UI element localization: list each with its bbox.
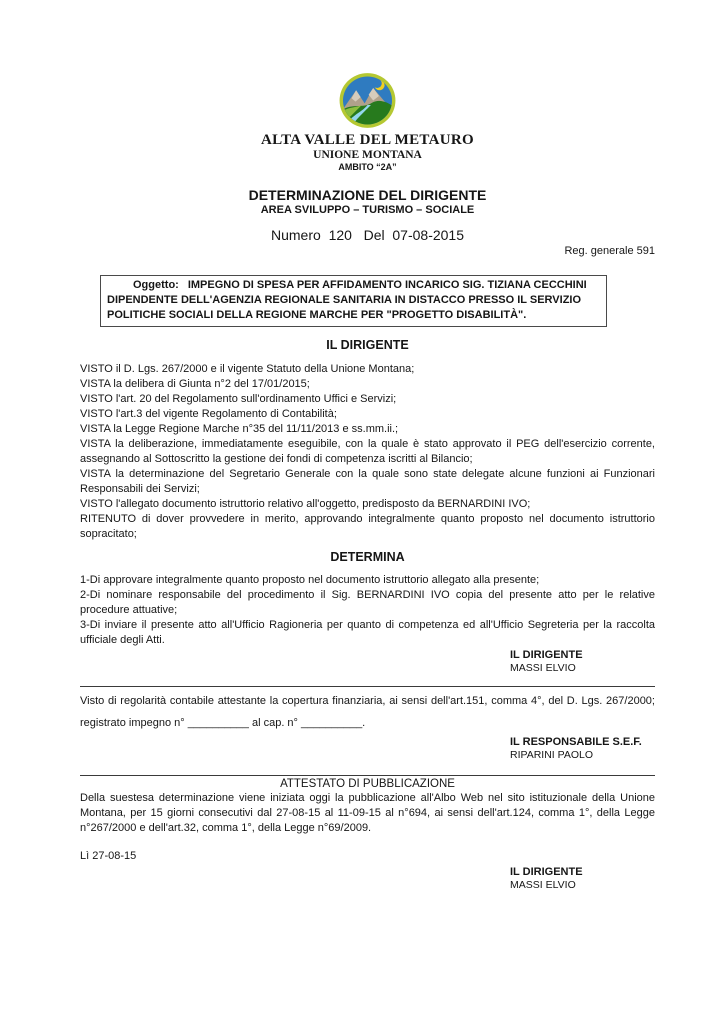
publication-heading: ATTESTATO DI PUBBLICAZIONE: [280, 778, 455, 790]
publication-date: Lì 27-08-15: [80, 850, 137, 862]
clause: VISTA la delibera di Giunta n°2 del 17/01/2015;: [80, 378, 310, 390]
org-name: ALTA VALLE DEL METAURO: [261, 132, 474, 148]
determina-item: 1-Di approvare integralmente quanto proposto nel documento istruttorio allegato alla presente;: [80, 574, 540, 586]
section-divider: [80, 775, 655, 776]
subject-box: [100, 275, 607, 327]
signature-title: IL RESPONSABILE S.E.F.: [510, 736, 642, 748]
clause: VISTO l'allegato documento istruttorio relativo all'oggetto, predisposto da BERNARDINI IVO;: [80, 498, 531, 510]
determina-item-list: [80, 573, 655, 648]
clause: VISTO l'art. 20 del Regolamento sull'ordinamento Uffici e Servizi;: [80, 393, 397, 405]
determina-item: 2-Di nominare responsabile del procedimento il Sig. BERNARDINI IVO copia del presente atto per le relative procedure attuative;: [80, 589, 655, 616]
document-title: DETERMINAZIONE DEL DIRIGENTE: [248, 187, 487, 203]
signature-title: IL DIRIGENTE: [510, 866, 583, 878]
clause: VISTA la Legge Regione Marche n°35 del 11/11/2013 e ss.mm.ii.;: [80, 423, 399, 435]
signature-name: MASSI ELVIO: [510, 662, 576, 674]
document-subtitle: AREA SVILUPPO – TURISMO – SOCIALE: [260, 204, 475, 216]
document-number-line: Numero 120 Del 07-08-2015: [271, 227, 464, 243]
subject-text: IMPEGNO DI SPESA PER AFFIDAMENTO INCARICO SIG. TIZIANA CECCHINI DIPENDENTE DELL'AGENZIA REGIONALE SANITARIA IN DISTACCO PRESSO IL SERVIZIO POLITICHE SOCIALI DELLA REGIONE MARCHE PER "PROGETTO DISABILITÀ".: [107, 279, 587, 321]
mountain-landscape-logo-icon: [339, 72, 396, 129]
subject-paragraph: [107, 278, 599, 323]
signature-block: [510, 649, 655, 674]
signature-name: RIPARINI PAOLO: [510, 749, 594, 761]
signature-block: [510, 866, 655, 891]
publication-body: Della suestesa determinazione viene iniziata oggi la pubblicazione all'Albo Web nel sito istituzionale della Unione Montana, per 15 giorni consecutivi dal 27-08-15 al 11-09-15 al n°694, ai sensi dell'art.124, comma 1°, della Legge n°267/2000 e dell'art.32, comma 1°, della Legge n°69/2009.: [80, 792, 655, 834]
clause-list: [80, 362, 655, 542]
subject-label: Oggetto:: [133, 279, 179, 291]
clause: RITENUTO di dover provvedere in merito, approvando integralmente quanto proposto nel documento istruttorio sopracitato;: [80, 513, 655, 540]
dirigente-heading: IL DIRIGENTE: [326, 338, 409, 352]
signature-block: [510, 736, 655, 761]
clause: VISTO il D. Lgs. 267/2000 e il vigente Statuto della Unione Montana;: [80, 363, 415, 375]
org-subtitle: UNIONE MONTANA: [313, 149, 422, 161]
determina-heading: DETERMINA: [330, 550, 405, 564]
signature-title: IL DIRIGENTE: [510, 649, 583, 661]
org-ambito: AMBITO “2A”: [338, 162, 397, 172]
clause: VISTO l'art.3 del vigente Regolamento di Contabilità;: [80, 408, 337, 420]
accounting-visa-text: Visto di regolarità contabile attestante la copertura finanziaria, ai sensi dell'art.151, comma 4°, del D. Lgs. 267/2000; registrato impegno n° __________ al cap. n° __________.: [80, 695, 655, 729]
clause: VISTA la determinazione del Segretario Generale con la quale sono state delegate alcune funzioni ai Funzionari Responsabili dei Servizi;: [80, 468, 655, 495]
section-divider: [80, 686, 655, 687]
document-content: [0, 72, 724, 891]
general-register-number: Reg. generale 591: [564, 245, 655, 257]
determina-item: 3-Di inviare il presente atto all'Ufficio Ragioneria per quanto di competenza ed all'Ufficio Segreteria per la raccolta ufficiale degli Atti.: [80, 619, 655, 646]
signature-name: MASSI ELVIO: [510, 879, 576, 891]
clause: VISTA la deliberazione, immediatamente eseguibile, con la quale è stato approvato il PEG dell'esercizio corrente, assegnando al Sottoscritto la gestione dei fondi di competenza iscritti al Bilancio;: [80, 438, 655, 465]
